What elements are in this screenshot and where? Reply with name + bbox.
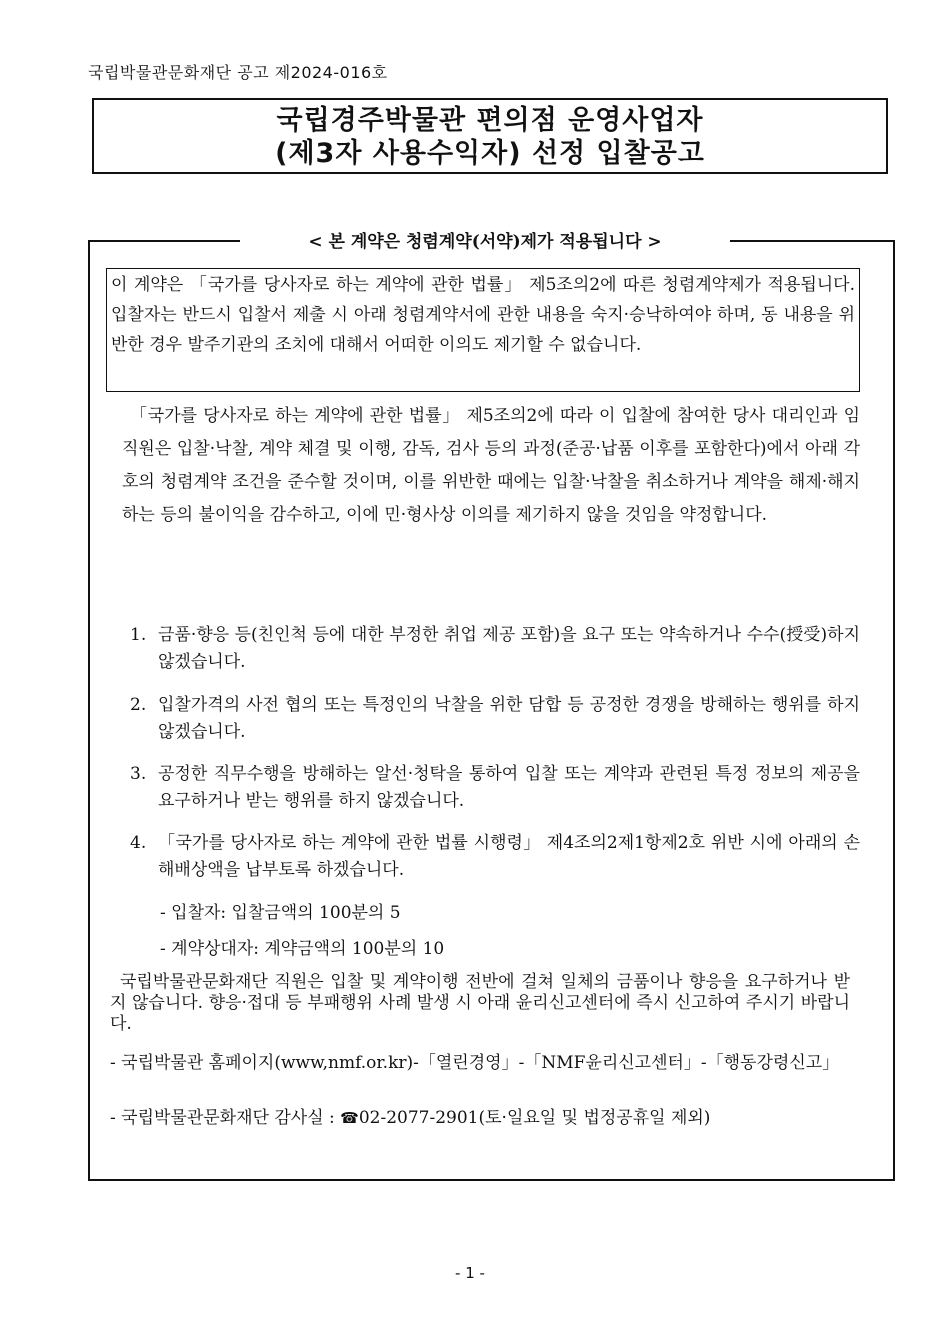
pledge-item-2 — [130, 692, 860, 746]
page-title-line2: (제3자 사용수익자) 선정 입찰공고 — [275, 138, 705, 169]
item-number: 4. — [130, 833, 147, 853]
contact-phone-line — [110, 1108, 850, 1129]
contact-web-path: - 국립박물관 홈페이지(www,nmf.or.kr)-「열린경영」-「NMF윤리신고센터」-「행동강령신고」 — [110, 1053, 840, 1073]
contact-phone-prefix: - 국립박물관문화재단 감사실 : — [110, 1108, 341, 1128]
item-text: 「국가를 당사자로 하는 계약에 관한 법률 시행령」 제4조의2제1항제2호 위반 시에 아래의 손해배상액을 납부토록 하겠습니다. — [158, 833, 860, 880]
item-number: 3. — [130, 764, 147, 784]
pledge-item-3 — [130, 761, 860, 815]
contact-phone-number: 02-2077-2901(토·일요일 및 법정공휴일 제외) — [358, 1108, 711, 1128]
ethics-notice: 국립박물관문화재단 직원은 입찰 및 계약이행 전반에 걸쳐 일체의 금품이나 향응을 요구하거나 받지 않습니다. 향응·접대 등 부패행위 사례 발생 시 아래 윤리신고센터에 즉시 신고하여 주시기 바랍니다. — [110, 972, 850, 1034]
item-number: 1. — [130, 625, 147, 645]
integrity-pledge-header: < 본 계약은 청렴계약(서약)제가 적용됩니다 > — [240, 230, 730, 254]
item-number: 2. — [130, 695, 147, 715]
integrity-intro-box: 이 계약은 「국가를 당사자로 하는 계약에 관한 법률」 제5조의2에 따른 청렴계약제가 적용됩니다. 입찰자는 반드시 입찰서 제출 시 아래 청렴계약서에 관한 내용을 숙지·승낙하여야 하며, 동 내용을 위반한 경우 발주기관의 조치에 대해서 어떠한 이의도 제기할 수 없습니다. — [106, 268, 860, 392]
page-title-line1: 국립경주박물관 편의점 운영사업자 — [276, 105, 704, 136]
item-text: 금품·향응 등(친인척 등에 대한 부정한 취업 제공 포함)을 요구 또는 약속하거나 수수(授受)하지 않겠습니다. — [158, 625, 860, 672]
item-text: 입찰가격의 사전 협의 또는 특정인의 낙찰을 위한 담합 등 공정한 경쟁을 방해하는 행위를 하지 않겠습니다. — [158, 695, 860, 742]
pledge-item-4 — [130, 830, 860, 884]
phone-icon: ☎ — [340, 1109, 359, 1127]
notice-number: 국립박물관문화재단 공고 제2024-016호 — [88, 63, 388, 82]
pledge-body-paragraph: 「국가를 당사자로 하는 계약에 관한 법률」 제5조의2에 따라 이 입찰에 참여한 당사 대리인과 임직원은 입찰·낙찰, 계약 체결 및 이행, 감독, 검사 등의 과정(준공·납품 이후를 포함한다)에서 아래 각호의 청렴계약 조건을 준수할 것이며, 이를 위반한 때에는 입찰·낙찰을 취소하거나 계약을 해제·해지하는 등의 불이익을 감수하고, 이에 민·형사상 이의를 제기하지 않을 것임을 약정합니다. — [122, 406, 860, 525]
damages-bidder: - 입찰자: 입찰금액의 100분의 5 — [160, 903, 401, 923]
pledge-item-1 — [130, 622, 860, 676]
page-number: - 1 - — [455, 1264, 485, 1282]
damages-contractor: - 계약상대자: 계약금액의 100분의 10 — [160, 939, 445, 959]
item-text: 공정한 직무수행을 방해하는 알선·청탁을 통하여 입찰 또는 계약과 관련된 특정 정보의 제공을 요구하거나 받는 행위를 하지 않겠습니다. — [158, 764, 860, 811]
title-box — [92, 98, 888, 174]
